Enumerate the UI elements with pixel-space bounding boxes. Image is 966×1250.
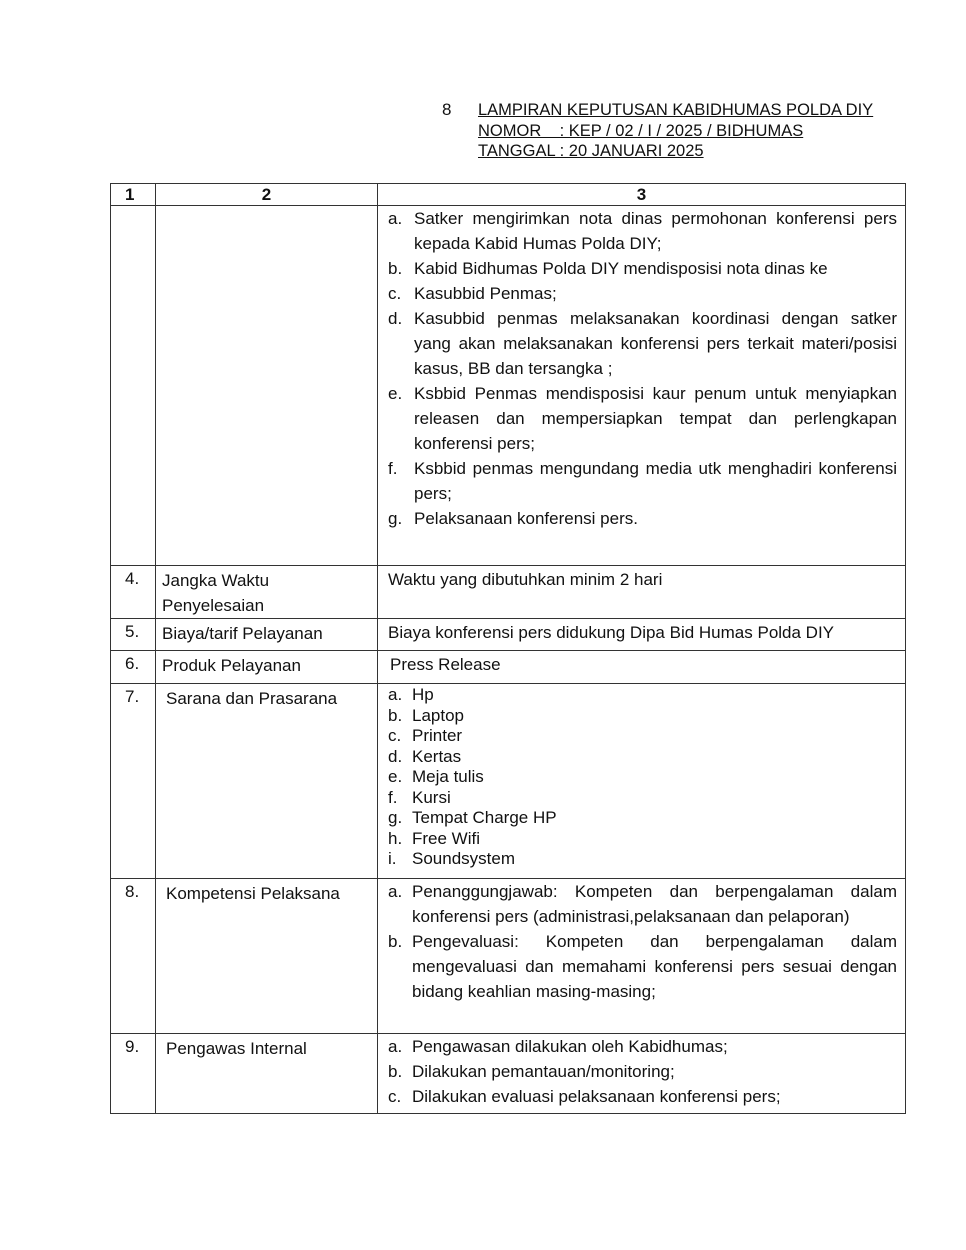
list-marker: b. xyxy=(388,259,403,278)
list-marker: b. xyxy=(388,932,403,951)
row-label: Sarana dan Prasarana xyxy=(156,684,378,879)
row-label-line: Jangka Waktu xyxy=(162,571,270,590)
list-item xyxy=(388,685,897,706)
list-item-text: Hp xyxy=(412,685,434,704)
service-standard-table xyxy=(110,183,906,1114)
row-number: 6. xyxy=(111,651,156,684)
list-item xyxy=(388,929,897,1004)
row-content-text: Press Release xyxy=(390,655,501,674)
row-content xyxy=(378,684,906,879)
row-content xyxy=(378,619,906,651)
list-item-text: Free Wifi xyxy=(412,828,480,848)
list-item-text: Soundsystem xyxy=(412,849,515,868)
column-header: 3 xyxy=(378,184,906,206)
row-label: Pengawas Internal xyxy=(156,1034,378,1114)
list-marker: b. xyxy=(388,1062,403,1081)
table-row xyxy=(111,206,906,566)
list-item xyxy=(388,767,897,788)
list-item-text: Dilakukan evaluasi pelaksanaan konferensi pers; xyxy=(412,1087,781,1106)
list-marker: a. xyxy=(388,209,403,228)
list-item-text: Laptop xyxy=(412,705,464,725)
row-number: 7. xyxy=(111,684,156,879)
table-row xyxy=(111,619,906,651)
list-marker: b. xyxy=(388,705,403,725)
list-item-text: Kursi xyxy=(412,787,451,807)
row-content xyxy=(378,879,906,1034)
list-marker: d. xyxy=(388,746,403,766)
page-number: 8 xyxy=(442,100,452,119)
row-label: Produk Pelayanan xyxy=(156,651,378,684)
list-item xyxy=(388,381,897,456)
list-marker: a. xyxy=(388,882,403,901)
list-marker: f. xyxy=(388,787,398,807)
row-content xyxy=(378,1034,906,1114)
header-line-date: TANGGAL : 20 JANUARI 2025 xyxy=(478,142,704,160)
list-item xyxy=(388,256,897,281)
row-content xyxy=(378,566,906,619)
table-row xyxy=(111,651,906,684)
row-label: Kompetensi Pelaksana xyxy=(156,879,378,1034)
row-content-text: Biaya konferensi pers didukung Dipa Bid Humas Polda DIY xyxy=(388,623,835,642)
document-header xyxy=(478,100,873,162)
column-header: 1 xyxy=(111,184,156,206)
list-item-text: Penanggungjawab: Kompeten dan berpengalaman dalam konferensi pers (administrasi,pelaksanaan dan pelaporan) xyxy=(412,882,897,926)
list-item xyxy=(388,879,897,929)
list-item xyxy=(388,456,897,506)
facilities-list xyxy=(388,684,897,870)
list-item xyxy=(388,747,897,768)
row-content-text: Waktu yang dibutuhkan minim 2 hari xyxy=(388,570,663,589)
row-label: Biaya/tarif Pelayanan xyxy=(156,619,378,651)
table-row xyxy=(111,879,906,1034)
list-marker: g. xyxy=(388,509,403,528)
list-item-text: Kasubbid Penmas; xyxy=(414,284,557,303)
row-label xyxy=(156,566,378,619)
row-label-line: Penyelesaian xyxy=(162,596,265,615)
list-marker: a. xyxy=(388,1037,403,1056)
list-item-text: Kasubbid penmas melaksanakan koordinasi dengan satker yang akan melaksanakan konferensi pers terkait materi/posisi kasus, BB dan tersangka ; xyxy=(414,309,897,378)
list-marker: e. xyxy=(388,767,403,786)
list-item xyxy=(388,808,897,829)
list-item-text: Pengevaluasi: Kompeten dan berpengalaman dalam mengevaluasi dan memahami konferensi pers sesuai dengan bidang keahlian masing-masing; xyxy=(412,932,897,1001)
table-header-row xyxy=(111,184,906,206)
list-item xyxy=(388,829,897,850)
row-number: 5. xyxy=(111,619,156,651)
list-marker: c. xyxy=(388,726,402,745)
list-marker: g. xyxy=(388,808,403,827)
list-item xyxy=(388,1059,897,1084)
list-item xyxy=(388,726,897,747)
list-marker: c. xyxy=(388,1087,402,1106)
list-item-text: Ksbbid Penmas mendisposisi kaur penum untuk menyiapkan releasen dan mempersiapkan tempat dan perlengkapan konferensi pers; xyxy=(414,384,897,453)
list-marker: a. xyxy=(388,685,403,704)
list-item xyxy=(388,1084,897,1109)
list-item xyxy=(388,281,897,306)
row-number: 4. xyxy=(111,566,156,619)
list-marker: i. xyxy=(388,849,397,868)
header-line-number: NOMOR : KEP / 02 / I / 2025 / BIDHUMAS xyxy=(478,121,804,140)
table-row xyxy=(111,684,906,879)
list-item xyxy=(388,788,897,809)
list-item-text: Kertas xyxy=(412,746,462,766)
list-item xyxy=(388,506,897,531)
list-marker: c. xyxy=(388,284,402,303)
list-item xyxy=(388,706,897,727)
row-content xyxy=(378,651,906,684)
list-marker: h. xyxy=(388,828,403,848)
list-item-text: Printer xyxy=(412,726,463,745)
procedure-cell xyxy=(378,206,906,566)
list-item xyxy=(388,306,897,381)
list-item-text: Meja tulis xyxy=(412,767,484,786)
list-item-text: Tempat Charge HP xyxy=(412,808,557,827)
procedure-list xyxy=(388,206,897,531)
table-row xyxy=(111,566,906,619)
competence-list xyxy=(388,879,897,1004)
list-marker: f. xyxy=(388,459,398,478)
column-header: 2 xyxy=(156,184,378,206)
list-item-text: Satker mengirimkan nota dinas permohonan konferensi pers kepada Kabid Humas Polda DIY; xyxy=(414,209,897,253)
header-line-title: LAMPIRAN KEPUTUSAN KABIDHUMAS POLDA DIY xyxy=(478,101,874,119)
table-row xyxy=(111,1034,906,1114)
list-item xyxy=(388,849,897,870)
list-item-text: Pelaksanaan konferensi pers. xyxy=(414,509,638,528)
list-marker: d. xyxy=(388,309,403,328)
row-number: 8. xyxy=(111,879,156,1034)
list-item-text: Ksbbid penmas mengundang media utk menghadiri konferensi pers; xyxy=(414,459,897,503)
list-item-text: Dilakukan pemantauan/monitoring; xyxy=(412,1062,675,1081)
list-item-text: Pengawasan dilakukan oleh Kabidhumas; xyxy=(412,1037,728,1056)
row-number: 9. xyxy=(111,1034,156,1114)
list-item xyxy=(388,206,897,256)
list-item-text: Kabid Bidhumas Polda DIY mendisposisi nota dinas ke xyxy=(414,259,828,278)
list-marker: e. xyxy=(388,384,403,403)
supervision-list xyxy=(388,1034,897,1109)
list-item xyxy=(388,1034,897,1059)
